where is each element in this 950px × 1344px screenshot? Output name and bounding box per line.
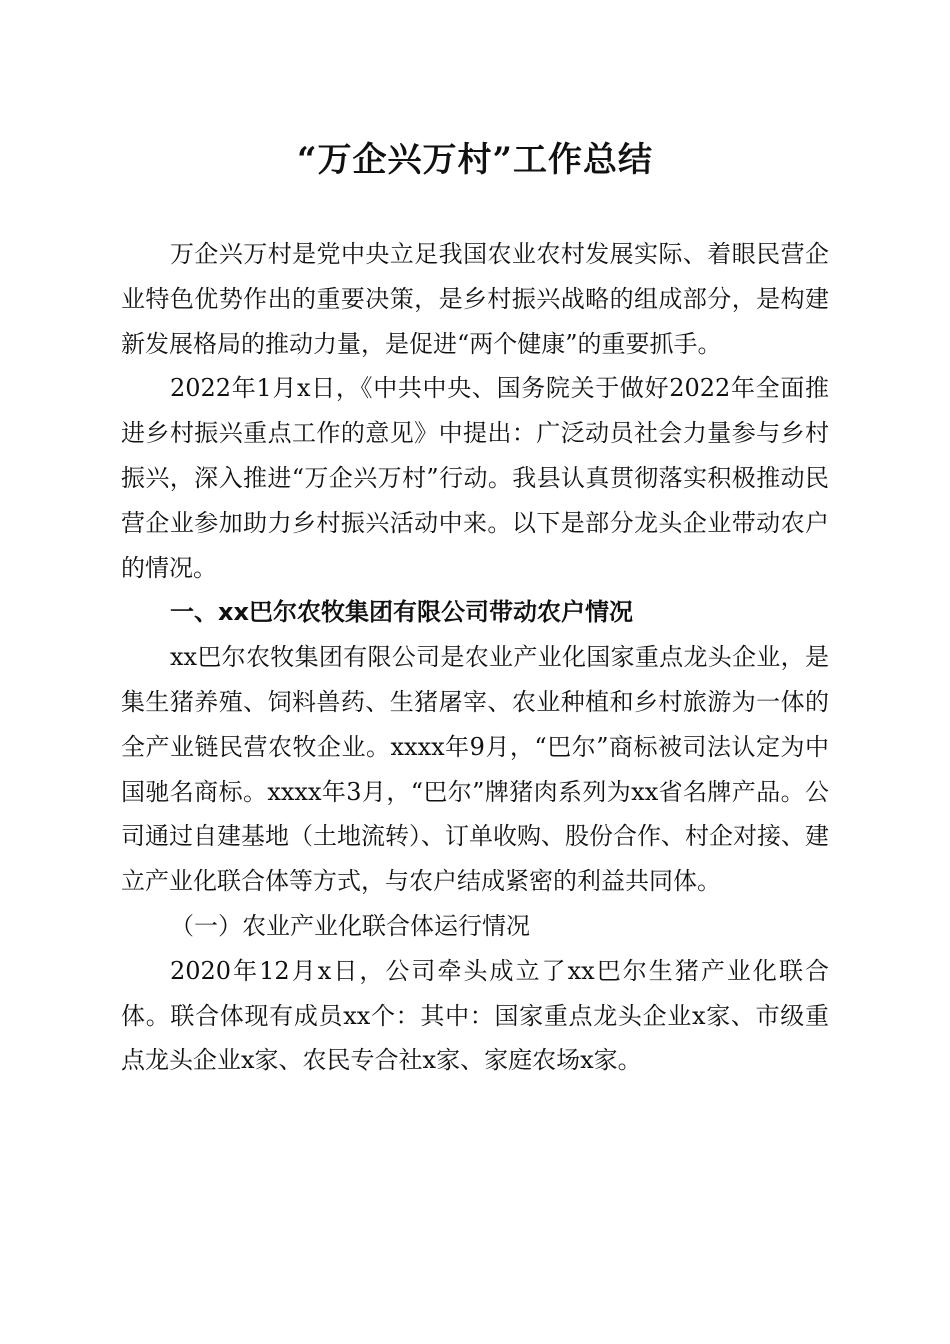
- paragraph-policy: 2022年1月x日，《中共中央、国务院关于做好2022年全面推进乡村振兴重点工作的意见》中提出：广泛动员社会力量参与乡村振兴，深入推进“万企兴万村”行动。我县认真贯彻落实积极推动民营企业参加助力乡村振兴活动中来。以下是部分龙头企业带动农户的情况。: [121, 374, 829, 582]
- section-heading-1: 一、xx巴尔农牧集团有限公司带动农户情况: [170, 598, 633, 627]
- paragraph-consortium: 2020年12月x日，公司牵头成立了xx巴尔生猪产业化联合体。联合体现有成员xx个：其中：国家重点龙头企业x家、市级重点龙头企业x家、农民专合社x家、家庭农场x家。: [121, 956, 829, 1075]
- subsection-heading-1: （一）农业产业化联合体运行情况: [170, 911, 530, 940]
- document-body: [121, 232, 829, 1083]
- paragraph-intro: 万企兴万村是党中央立足我国农业农村发展实际、着眼民营企业特色优势作出的重要决策，是乡村振兴战略的组成部分，是构建新发展格局的推动力量，是促进“两个健康”的重要抓手。: [121, 240, 829, 358]
- paragraph-company-overview: xx巴尔农牧集团有限公司是农业产业化国家重点龙头企业，是集生猪养殖、饲料兽药、生猪屠宰、农业种植和乡村旅游为一体的全产业链民营农牧企业。xxxx年9月，“巴尔”商标被司法认定为中国驰名商标。xxxx年3月，“巴尔”牌猪肉系列为xx省名牌产品。公司通过自建基地（土地流转）、订单收购、股份合作、村企对接、建立产业化联合体等方式，与农户结成紧密的利益共同体。: [121, 643, 829, 896]
- document-title: “万企兴万村”工作总结: [296, 140, 654, 180]
